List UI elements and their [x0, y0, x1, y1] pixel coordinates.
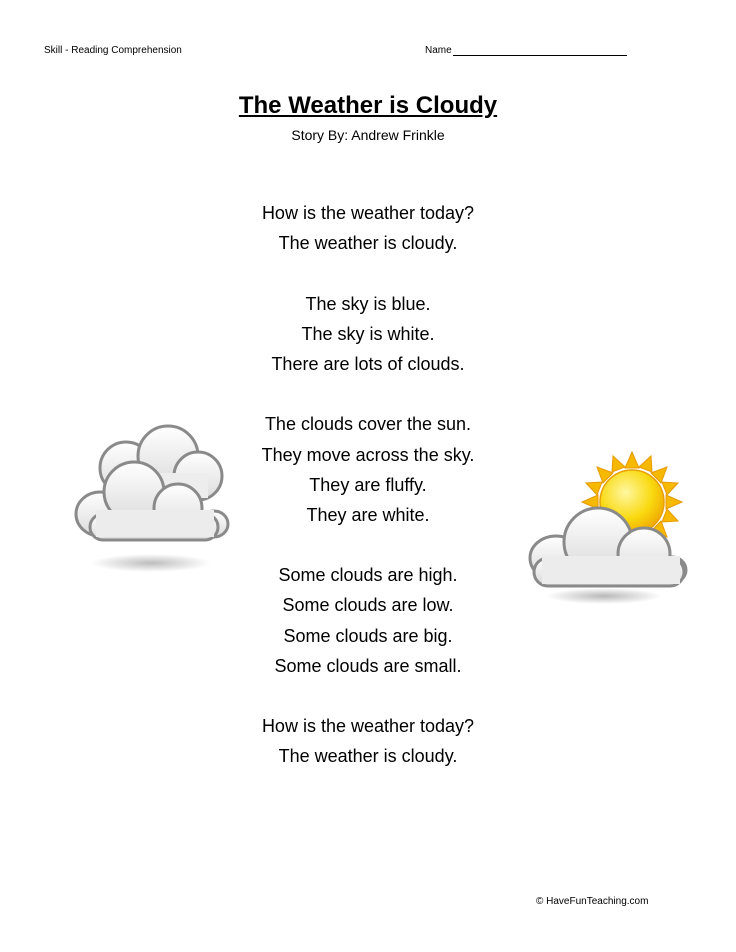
- story-line: They move across the sky.: [261, 444, 475, 465]
- story-line: How is the weather today?: [261, 716, 475, 737]
- byline: Story By: Andrew Frinkle: [291, 127, 445, 143]
- copyright-footer: © HaveFunTeaching.com: [536, 896, 649, 907]
- story-line: They are white.: [306, 504, 430, 525]
- skill-label: Skill - Reading Comprehension: [44, 45, 182, 56]
- stanza: [0, 289, 736, 380]
- story-line: They are fluffy.: [309, 474, 427, 495]
- page-title: The Weather is Cloudy: [238, 92, 498, 119]
- stanza: [0, 711, 736, 771]
- story-line: There are lots of clouds.: [271, 353, 465, 374]
- cloud-icon: [68, 418, 234, 578]
- story-line: Some clouds are high.: [278, 565, 458, 586]
- story-line: The sky is white.: [301, 323, 435, 344]
- name-label: Name: [425, 45, 452, 56]
- story-line: Some clouds are low.: [282, 595, 454, 616]
- name-field: [425, 45, 627, 56]
- story-line: How is the weather today?: [261, 203, 475, 223]
- story-line: Some clouds are small.: [274, 655, 462, 676]
- name-blank-line: [453, 45, 627, 56]
- story-line: The weather is cloudy.: [278, 746, 458, 767]
- stanza: [0, 198, 736, 258]
- story-line: The clouds cover the sun.: [264, 414, 472, 435]
- sun-behind-cloud-icon: [522, 448, 694, 610]
- story-line: Some clouds are big.: [283, 625, 453, 646]
- story-line: The sky is blue.: [305, 293, 431, 314]
- story-line: The weather is cloudy.: [278, 233, 458, 254]
